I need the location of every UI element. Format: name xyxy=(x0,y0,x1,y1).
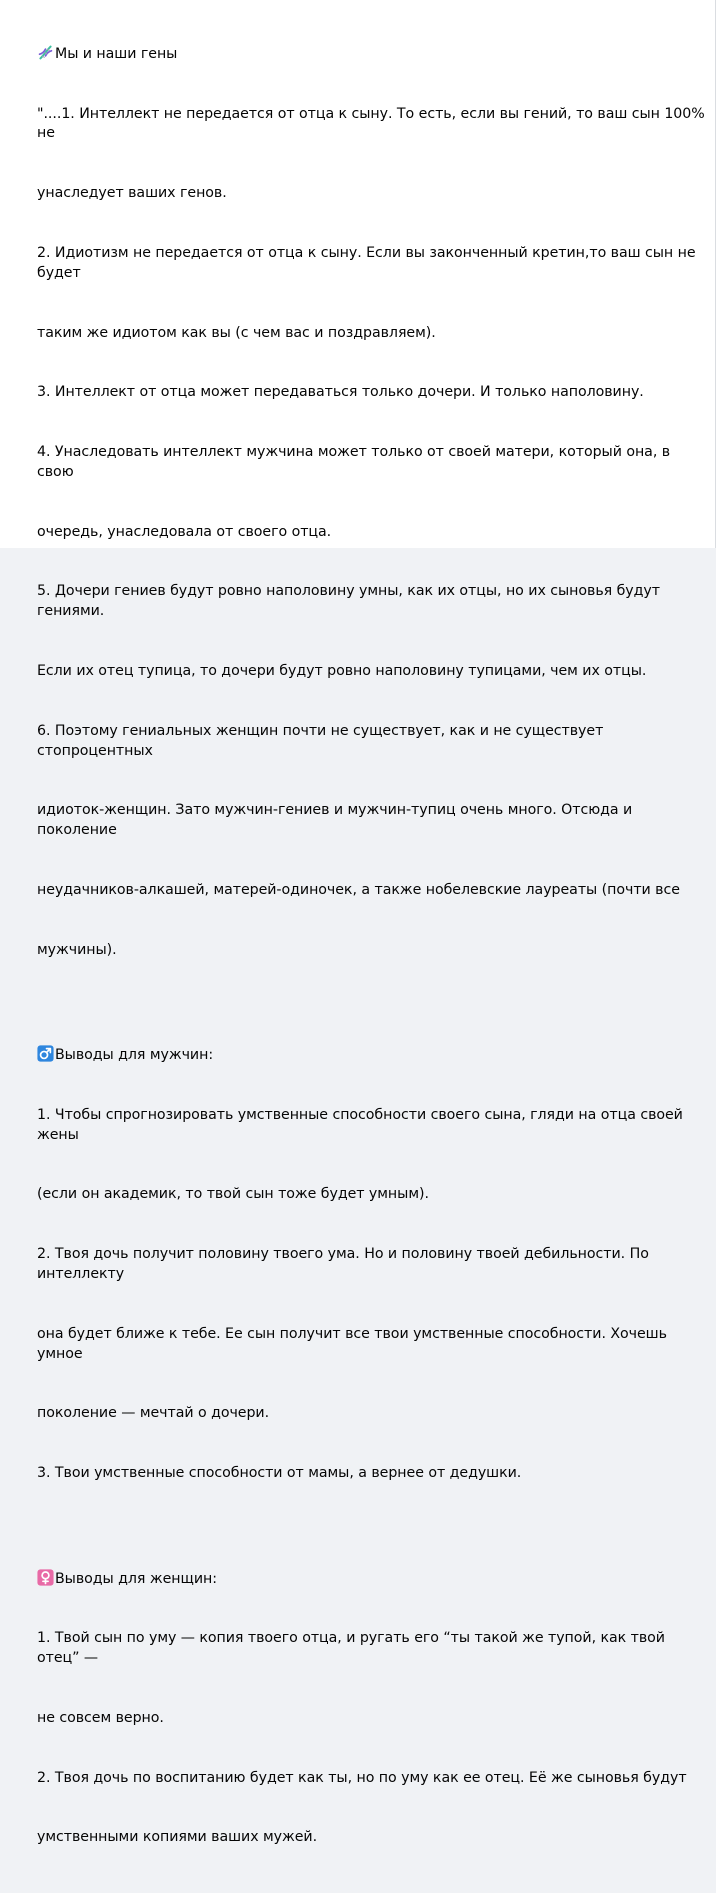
section-women xyxy=(37,1529,709,1888)
text-line: идиоток-женщин. Зато мужчин-гениев и мужчин-тупиц очень много. Отсюда и поколение xyxy=(37,802,637,839)
text-line: (если он академик, то твой сын тоже будет умным). xyxy=(37,1186,429,1203)
text-line: не совсем верно. xyxy=(37,1710,164,1727)
section-title-text: Выводы для женщин: xyxy=(55,1570,217,1587)
section-genes xyxy=(37,4,709,1000)
text-line: 3. Твои умственные способности от мамы, а вернее от дедушки. xyxy=(37,1465,522,1482)
section-title-genes xyxy=(37,44,709,65)
text-line: 1. Чтобы спрогнозировать умственные способности своего сына, гляди на отца своей жены xyxy=(37,1106,688,1143)
text-line: неудачников-алкашей, матерей-одиночек, а также нобелевские лауреаты (почти все xyxy=(37,881,680,898)
text-line: унаследует ваших генов. xyxy=(37,185,227,202)
text-line: таким же идиотом как вы (с чем вас и поздравляем). xyxy=(37,324,436,341)
text-line: 2. Твоя дочь получит половину твоего ума. Но и половину твоей дебильности. По интеллекту xyxy=(37,1246,654,1283)
section-men xyxy=(37,1005,709,1524)
dna-icon xyxy=(37,44,54,61)
female-sign-icon xyxy=(37,1569,54,1586)
text-line: умственными копиями ваших мужей. xyxy=(37,1829,318,1846)
text-line: мужчины). xyxy=(37,941,117,958)
text-line: 1. Твой сын по уму — копия твоего отца, и ругать его “ты такой же тупой, как твой отец” — xyxy=(37,1630,670,1667)
post-text xyxy=(37,4,709,1893)
text-line: "....1. Интеллект не передается от отца к сыну. То есть, если вы гений, то ваш сын 100% не xyxy=(37,105,710,142)
text-line: 2. Идиотизм не передается от отца к сыну. Если вы законченный кретин,то ваш сын не будет xyxy=(37,244,700,281)
text-line: 5. Дочери гениев будут ровно наполовину умны, как их отцы, но их сыновья будут гениями. xyxy=(37,583,665,620)
section-title-text: Выводы для мужчин: xyxy=(55,1047,214,1064)
text-line: поколение — мечтай о дочери. xyxy=(37,1405,270,1422)
text-line: 6. Поэтому гениальных женщин почти не существует, как и не существует стопроцентных xyxy=(37,722,608,759)
text-line: 4. Унаследовать интеллект мужчина может только от своей матери, который она, в свою xyxy=(37,443,675,480)
text-line: она будет ближе к тебе. Ее сын получит все твои умственные способности. Хочешь умное xyxy=(37,1325,672,1362)
text-line: 3. Интеллект от отца может передаваться только дочери. И только наполовину. xyxy=(37,384,644,401)
text-line: Если их отец тупица, то дочери будут ровно наполовину тупицами, чем их отцы. xyxy=(37,662,647,679)
section-title-women xyxy=(37,1569,709,1590)
section-title-men xyxy=(37,1045,709,1066)
text-line: 2. Твоя дочь по воспитанию будет как ты, но по уму как ее отец. Её же сыновья будут xyxy=(37,1769,687,1786)
male-sign-icon xyxy=(37,1045,54,1062)
section-title-text: Мы и наши гены xyxy=(55,45,178,62)
text-line: очередь, унаследовала от своего отца. xyxy=(37,523,332,540)
